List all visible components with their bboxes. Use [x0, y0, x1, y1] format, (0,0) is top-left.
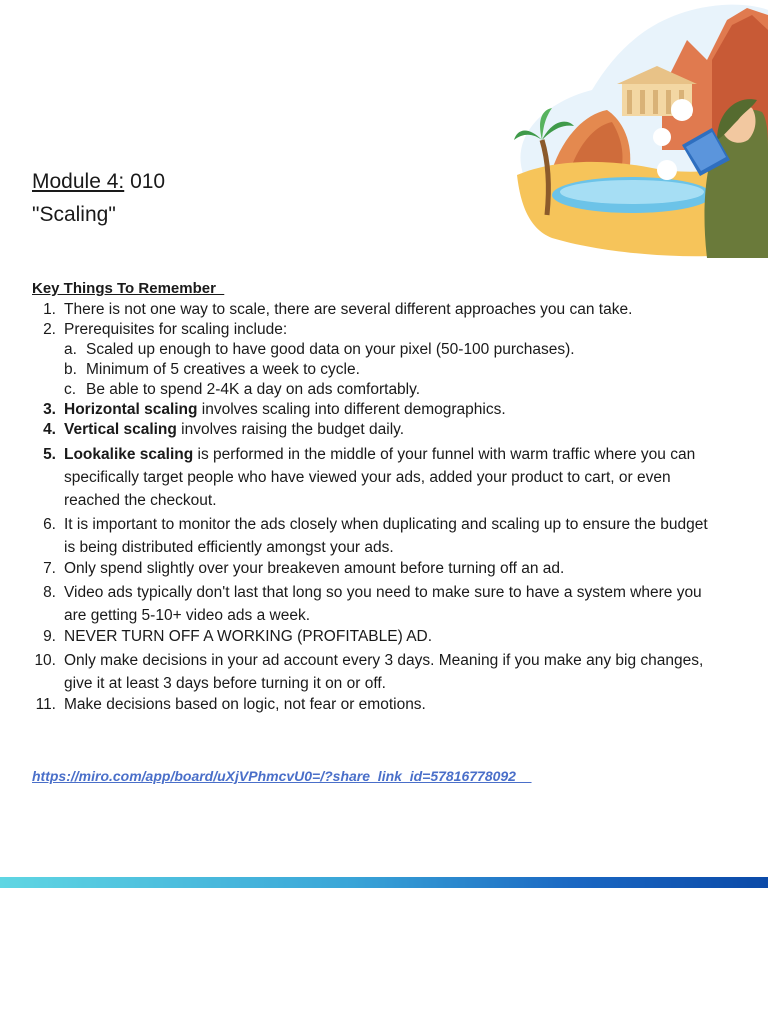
miro-board-link[interactable]: https://miro.com/app/board/uXjVPhmcvU0=/?share_link_id=57816778092 [32, 768, 532, 784]
list-item-lead: Horizontal scaling [64, 401, 198, 418]
list-item-number: 11. [35, 696, 56, 713]
list-item [32, 513, 712, 559]
list-item [32, 581, 712, 627]
list-item [32, 300, 712, 320]
key-things-heading: Key Things To Remember [32, 280, 225, 297]
list-item-text: NEVER TURN OFF A WORKING (PROFITABLE) AD. [64, 628, 433, 645]
sub-list-item-letter: b. [64, 361, 77, 378]
list-item-text: There is not one way to scale, there are several different approaches you can take. [64, 301, 633, 318]
module-number: 010 [124, 170, 166, 193]
module-subtitle: "Scaling" [32, 203, 116, 226]
list-item [32, 559, 712, 579]
list-item-number: 10. [34, 652, 56, 669]
list-item-number: 8. [43, 584, 56, 601]
list-item-text: Prerequisites for scaling include: [64, 321, 288, 338]
list-item [32, 627, 712, 647]
list-item-number: 2. [43, 321, 56, 338]
list-item-number: 6. [43, 516, 56, 533]
sub-list-item-text: Be able to spend 2-4K a day on ads comfortably. [86, 381, 421, 398]
list-item-text: Make decisions based on logic, not fear or emotions. [64, 696, 426, 713]
list-item [32, 695, 712, 715]
module-label: Module 4: [32, 170, 125, 193]
list-item [32, 320, 712, 340]
desert-oasis-reading-illustration [512, 0, 768, 258]
sub-list-item [32, 340, 712, 360]
list-item [32, 443, 712, 512]
list-item-text: It is important to monitor the ads closely when duplicating and scaling up to ensure the budget is being distributed efficiently amongst your ads. [64, 516, 708, 556]
list-item-text: Only spend slightly over your breakeven amount before turning off an ad. [64, 560, 565, 577]
list-item [32, 400, 712, 420]
list-item [32, 649, 712, 695]
list-item-text: involves scaling into different demographics. [197, 401, 506, 418]
footer-gradient-bar [0, 877, 768, 888]
list-item-text: is performed in the middle of your funnel with warm traffic where you can specifically target people who have viewed your ads, added your product to cart, or even reached the checkout. [64, 446, 696, 509]
list-item-lead: Vertical scaling [64, 421, 177, 438]
sub-list-item [32, 380, 712, 400]
list-item-number: 9. [43, 628, 56, 645]
list-item-lead: Lookalike scaling [64, 446, 194, 463]
key-things-list [32, 300, 712, 715]
sub-list-item-text: Minimum of 5 creatives a week to cycle. [86, 361, 360, 378]
list-item-number: 7. [43, 560, 56, 577]
module-title [32, 169, 165, 195]
list-item-number: 4. [43, 421, 56, 438]
list-item-number: 5. [43, 446, 56, 463]
list-item-number: 3. [43, 401, 56, 418]
sub-list-item-letter: a. [64, 341, 77, 358]
list-item-text: involves raising the budget daily. [176, 421, 405, 438]
sub-list-item-text: Scaled up enough to have good data on your pixel (50-100 purchases). [86, 341, 575, 358]
list-item-number: 1. [43, 301, 56, 318]
sub-list-item [32, 360, 712, 380]
list-item [32, 420, 712, 440]
list-item-text: Only make decisions in your ad account every 3 days. Meaning if you make any big changes, give it at least 3 days before turning it on or off. [64, 652, 704, 692]
list-item-text: Video ads typically don't last that long so you need to make sure to have a system where you are getting 5-10+ video ads a week. [64, 584, 702, 624]
sub-list-item-letter: c. [64, 381, 77, 398]
